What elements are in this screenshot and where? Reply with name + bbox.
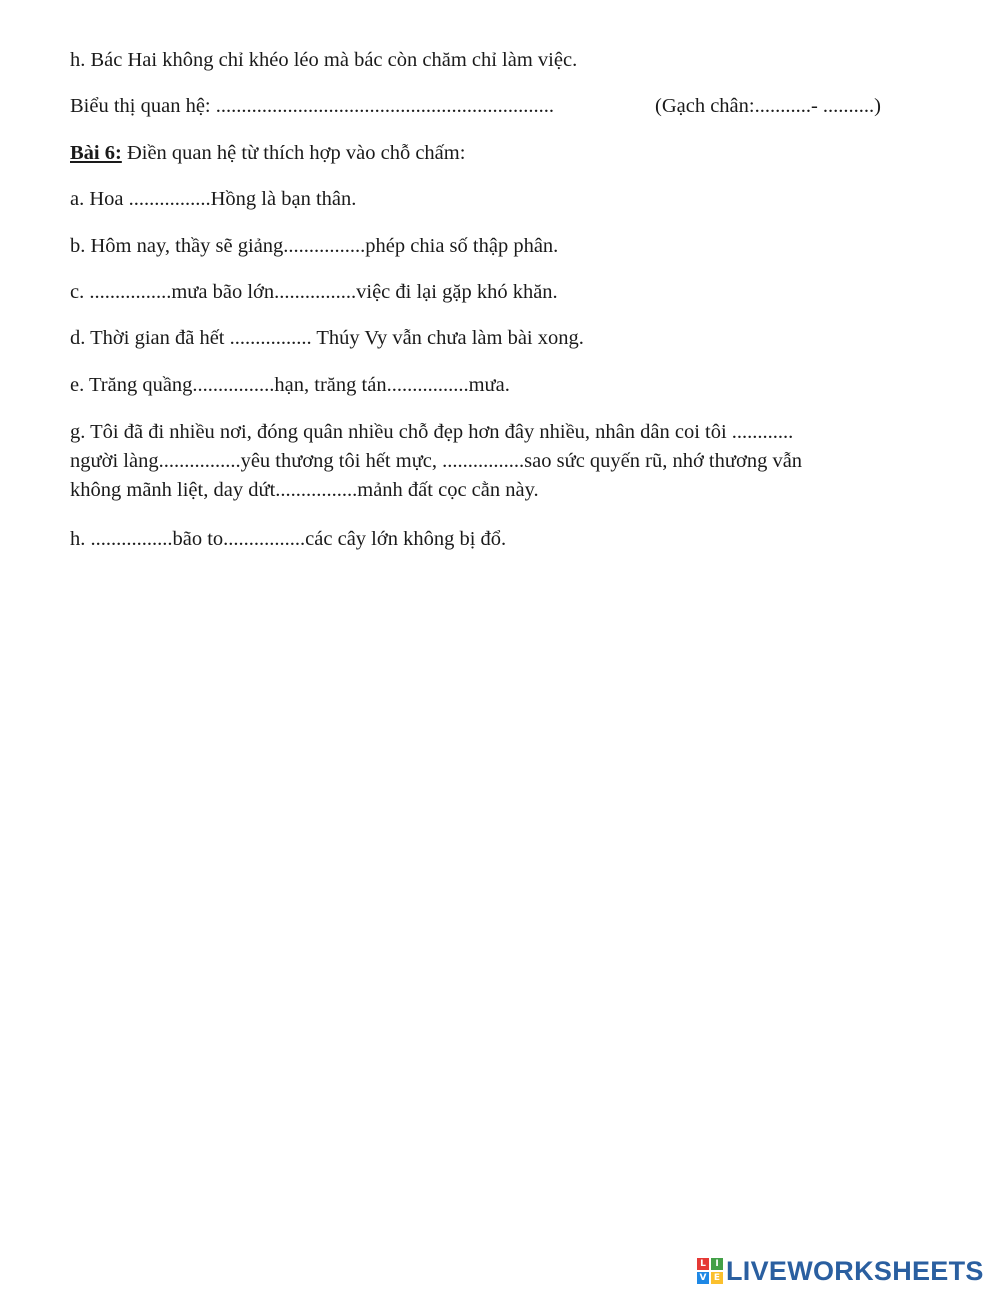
item-g xyxy=(70,418,910,505)
item-d: d. Thời gian đã hết ................ Thúy Vy vẫn chưa làm bài xong. xyxy=(70,327,584,349)
item-e: e. Trăng quầng................hạn, trăng tán................mưa. xyxy=(70,374,510,396)
exercise-6-heading xyxy=(70,141,465,165)
exercise-6-title: Bài 6: xyxy=(70,142,122,164)
item-g-line: không mãnh liệt, day dứt................mảnh đất cọc cằn này. xyxy=(70,479,539,501)
item-g-line: người làng................yêu thương tôi hết mực, ................sao sức quyến rũ, nhớ thương vẫn xyxy=(70,450,803,472)
logo-letter: V xyxy=(697,1272,709,1284)
logo-letter: E xyxy=(711,1272,723,1284)
item-b: b. Hôm nay, thầy sẽ giảng................phép chia số thập phân. xyxy=(70,235,559,257)
exercise-6-instruction: Điền quan hệ từ thích hợp vào chỗ chấm: xyxy=(121,142,466,164)
underline-hint: (Gạch chân:...........- ..........) xyxy=(655,95,882,117)
brand-name: LIVEWORKSHEETS xyxy=(726,1255,984,1286)
prev-item-h: h. Bác Hai không chỉ khéo léo mà bác còn chăm chỉ làm việc. xyxy=(70,49,578,71)
item-g-line: g. Tôi đã đi nhiều nơi, đóng quân nhiều chỗ đẹp hơn đây nhiều, nhân dân coi tôi ............ xyxy=(70,421,794,443)
item-c: c. ................mưa bão lớn................việc đi lại gặp khó khăn. xyxy=(70,281,558,303)
liveworksheets-logo xyxy=(697,1255,984,1287)
relation-line: Biểu thị quan hệ: .................................................................. xyxy=(70,95,555,117)
item-h: h. ................bão to................các cây lớn không bị đổ. xyxy=(70,528,507,550)
logo-letter: I xyxy=(711,1258,723,1270)
logo-icon xyxy=(697,1258,723,1284)
logo-letter: L xyxy=(697,1258,709,1270)
item-a: a. Hoa ................Hồng là bạn thân. xyxy=(70,188,357,210)
